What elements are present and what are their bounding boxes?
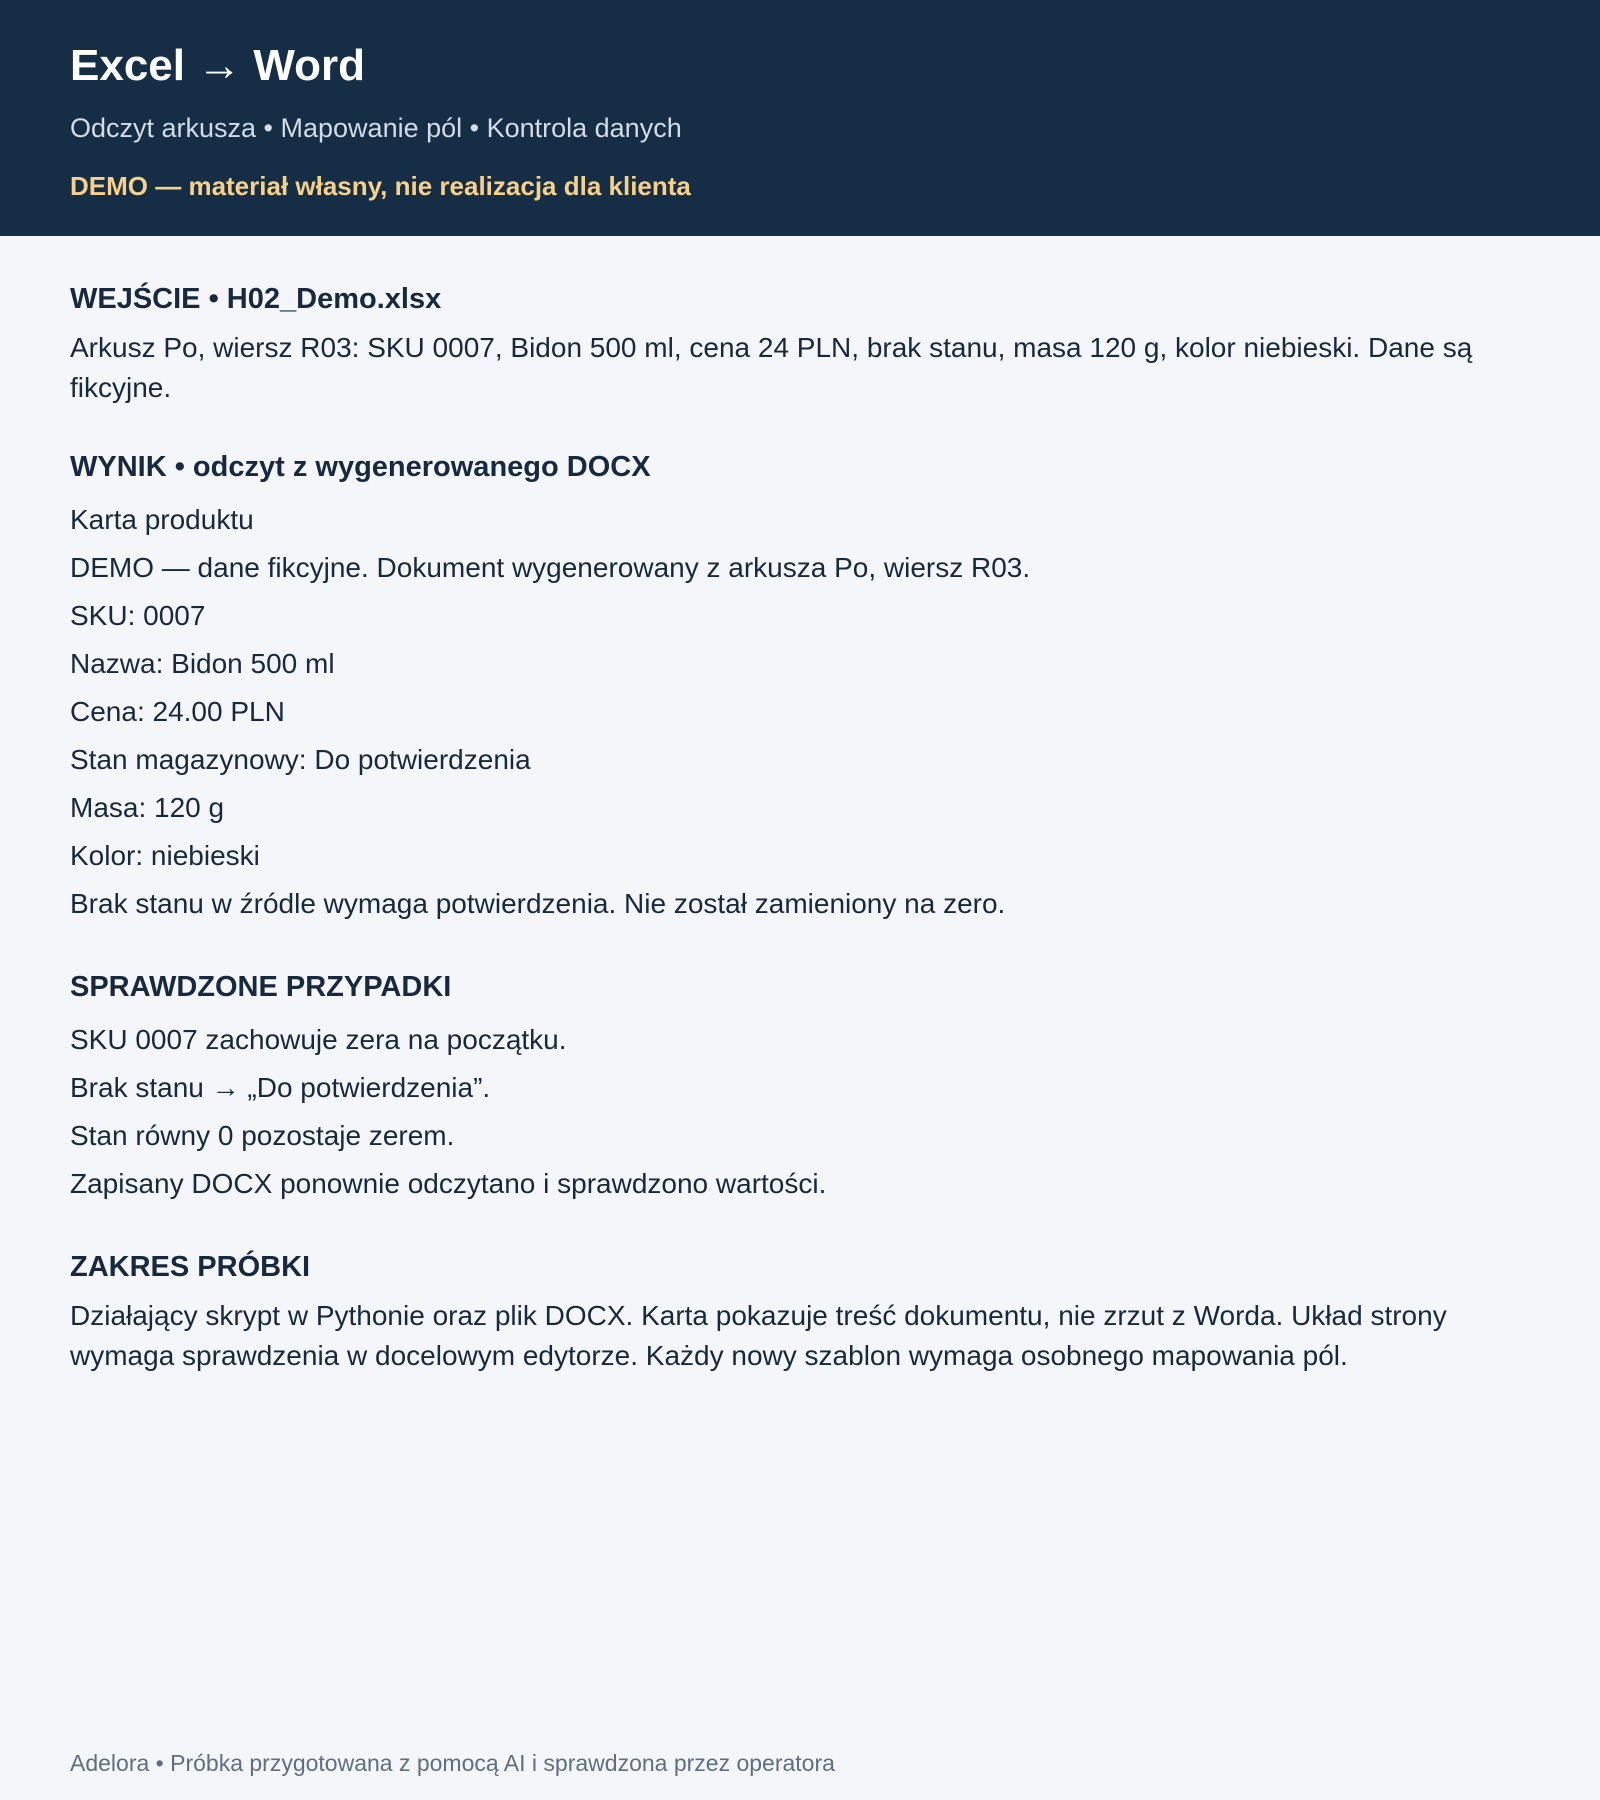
checks-section <box>70 968 1530 1208</box>
input-section <box>70 280 1530 408</box>
scope-description: Działający skrypt w Pythonie oraz plik DOCX. Karta pokazuje treść dokumentu, nie zrzut z Worda. Układ strony wymaga sprawdzenia w docelowym edytorze. Każdy nowy szablon wymaga osobnego mapowania pól. <box>70 1300 1447 1371</box>
output-section <box>70 448 1530 928</box>
input-description: Arkusz Po, wiersz R03: SKU 0007, Bidon 500 ml, cena 24 PLN, brak stanu, masa 120 g, kolor niebieski. Dane są fikcyjne. <box>70 332 1473 403</box>
scope-heading: ZAKRES PRÓBKI <box>70 1251 311 1283</box>
output-line-sku: SKU: 0007 <box>70 600 206 631</box>
check-item: Zapisany DOCX ponownie odczytano i sprawdzono wartości. <box>70 1168 827 1199</box>
page-footer: Adelora • Próbka przygotowana z pomocą AI i sprawdzona przez operatora <box>70 1750 835 1776</box>
output-line-doc-title: Karta produktu <box>70 504 254 535</box>
output-line-color: Kolor: niebieski <box>70 840 260 871</box>
scope-section <box>70 1248 1530 1376</box>
checks-list <box>70 1016 1530 1208</box>
page-subtitle: Odczyt arkusza • Mapowanie pól • Kontrola danych <box>70 113 682 143</box>
check-item: SKU 0007 zachowuje zera na początku. <box>70 1024 567 1055</box>
output-heading: WYNIK • odczyt z wygenerowanego DOCX <box>70 451 651 483</box>
output-line-stock-note: Brak stanu w źródle wymaga potwierdzenia. Nie został zamieniony na zero. <box>70 888 1006 919</box>
output-line-demo-note: DEMO — dane fikcyjne. Dokument wygenerowany z arkusza Po, wiersz R03. <box>70 552 1031 583</box>
check-item: Stan równy 0 pozostaje zerem. <box>70 1120 455 1151</box>
output-line-stock: Stan magazynowy: Do potwierdzenia <box>70 744 531 775</box>
demo-notice: DEMO — materiał własny, nie realizacja dla klienta <box>70 171 691 201</box>
output-lines <box>70 496 1530 928</box>
page-title: Excel → Word <box>70 41 366 90</box>
main-content <box>0 236 1600 1376</box>
input-heading: WEJŚCIE • H02_Demo.xlsx <box>70 283 442 315</box>
output-line-price: Cena: 24.00 PLN <box>70 696 285 727</box>
checks-heading: SPRAWDZONE PRZYPADKI <box>70 971 452 1003</box>
check-item: Brak stanu → „Do potwierdzenia”. <box>70 1072 491 1103</box>
output-line-mass: Masa: 120 g <box>70 792 225 823</box>
output-line-name: Nazwa: Bidon 500 ml <box>70 648 335 679</box>
page-header <box>0 0 1600 236</box>
